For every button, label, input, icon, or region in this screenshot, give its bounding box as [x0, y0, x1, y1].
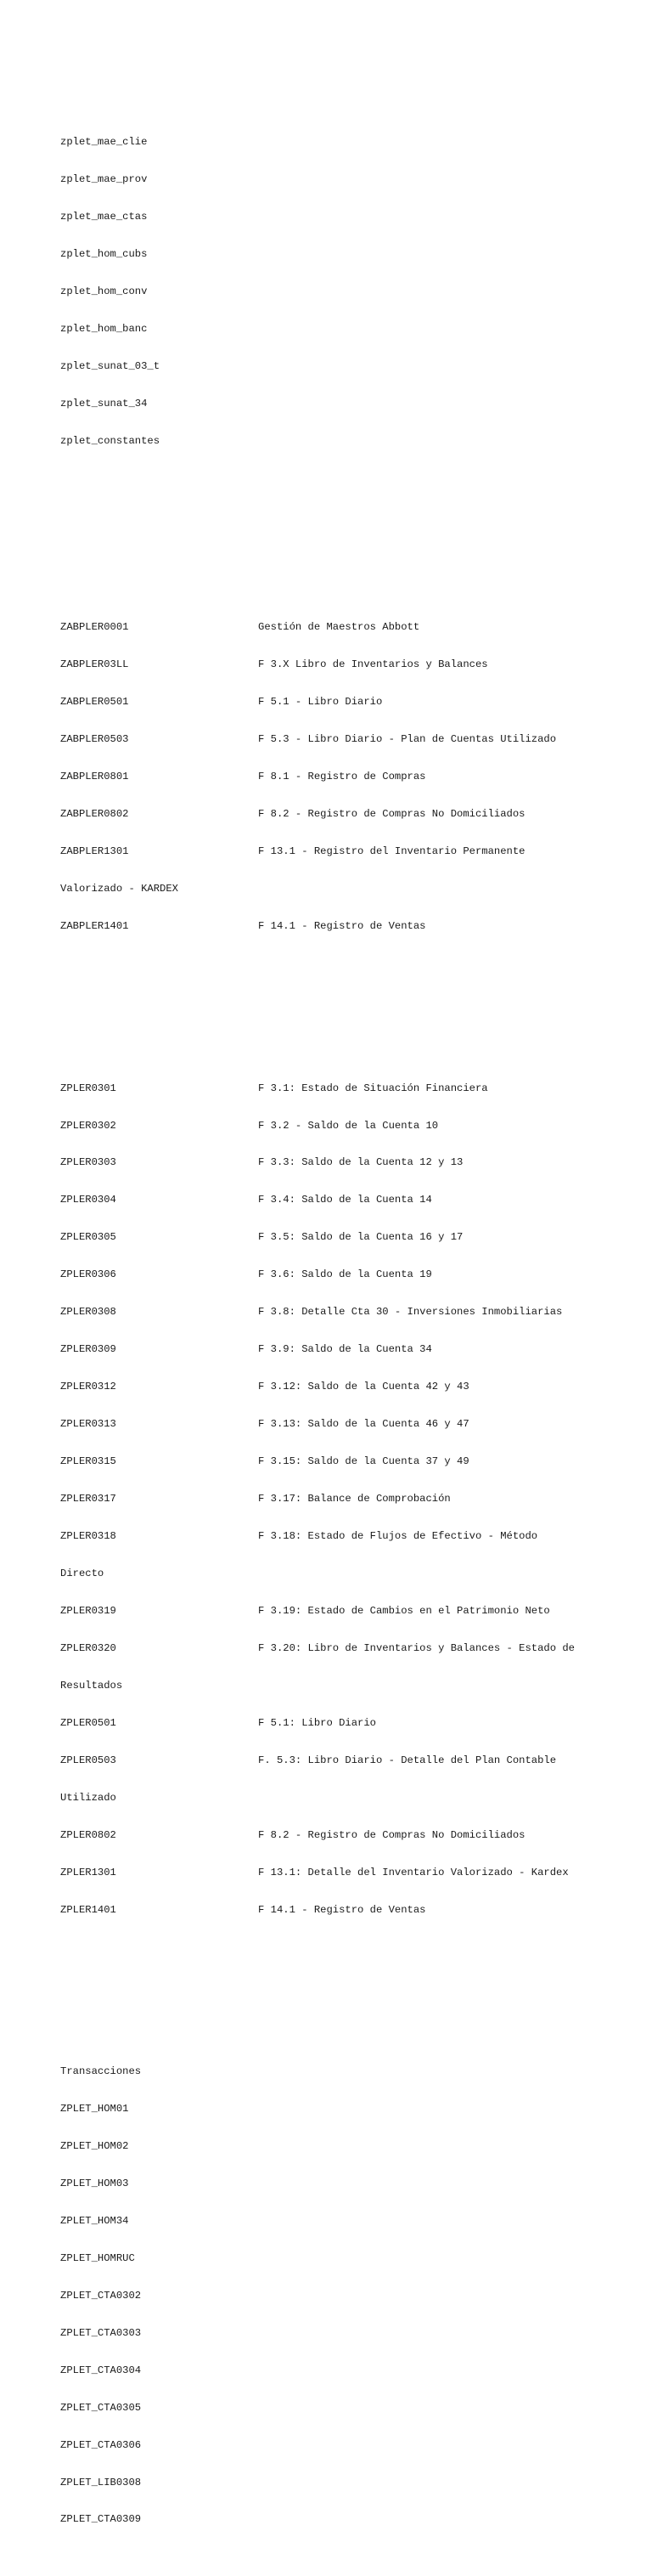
program-row: [60, 1156, 621, 1169]
program-row: [60, 1904, 621, 1917]
program-row: [60, 658, 621, 671]
transaction-item: ZPLET_CTA0302: [60, 2289, 142, 2302]
program-desc: Gestión de Maestros Abbott: [258, 621, 420, 634]
transaction-item: ZPLET_CTA0303: [60, 2326, 142, 2339]
program-desc: F. 5.3: Libro Diario - Detalle del Plan Contable: [258, 1754, 557, 1766]
table-name: zplet_mae_ctas: [60, 210, 148, 223]
zab-program-list: [60, 596, 621, 958]
program-code: ZPLER0313: [60, 1418, 116, 1431]
program-desc: F 3.3: Saldo de la Cuenta 12 y 13: [258, 1156, 464, 1169]
table-name: zplet_hom_banc: [60, 322, 148, 335]
transaction-item: ZPLET_HOM01: [60, 2102, 129, 2115]
program-row: [60, 1717, 621, 1730]
program-row: [60, 1642, 621, 1655]
program-desc: F 8.1 - Registro de Compras: [258, 771, 426, 783]
program-code: ZPLER0308: [60, 1306, 116, 1319]
program-row: [60, 621, 621, 634]
transaction-item: ZPLET_HOMRUC: [60, 2251, 135, 2264]
program-row: [60, 920, 621, 933]
program-desc: F 8.2 - Registro de Compras No Domiciliados: [258, 808, 526, 821]
program-desc: F 5.1: Libro Diario: [258, 1716, 376, 1729]
program-desc: F 3.8: Detalle Cta 30 - Inversiones Inmobiliarias: [258, 1306, 563, 1319]
program-code: ZPLER0317: [60, 1493, 116, 1505]
program-desc-wrap: Directo: [60, 1567, 104, 1579]
program-code: ZPLER1301: [60, 1866, 116, 1878]
program-desc: F 3.6: Saldo de la Cuenta 19: [258, 1268, 432, 1281]
program-code: ZABPLER0802: [60, 808, 129, 821]
program-desc: F 3.1: Estado de Situación Financiera: [258, 1082, 488, 1094]
program-desc-wrap: Utilizado: [60, 1791, 116, 1804]
program-row: [60, 1829, 621, 1842]
program-row: [60, 1493, 621, 1505]
program-desc: F 3.18: Estado de Flujos de Efectivo - Método: [258, 1529, 538, 1542]
table-name: zplet_mae_prov: [60, 172, 148, 185]
section-spacer: [60, 509, 621, 546]
transaction-item: ZPLET_HOM03: [60, 2177, 129, 2189]
program-code: ZPLER0501: [60, 1716, 116, 1729]
transaction-item: ZPLET_HOM02: [60, 2139, 129, 2152]
program-code: ZPLER0319: [60, 1604, 116, 1617]
table-name: zplet_sunat_34: [60, 397, 148, 410]
program-code: ZABPLER03LL: [60, 658, 129, 671]
table-name: zplet_constantes: [60, 434, 160, 447]
transaction-item: ZPLET_CTA0304: [60, 2364, 142, 2376]
program-desc: F 3.5: Saldo de la Cuenta 16 y 17: [258, 1231, 464, 1244]
program-row: [60, 771, 621, 783]
program-row: [60, 1343, 621, 1356]
program-desc: F 3.9: Saldo de la Cuenta 34: [258, 1343, 432, 1356]
program-desc-wrap: Resultados: [60, 1679, 123, 1692]
transaction-item: ZPLET_HOM34: [60, 2214, 129, 2227]
program-desc: F 3.19: Estado de Cambios en el Patrimonio Neto: [258, 1604, 550, 1617]
program-code: ZPLER0302: [60, 1119, 116, 1132]
program-code: ZPLER1401: [60, 1903, 116, 1916]
program-row: [60, 1418, 621, 1431]
program-row: [60, 733, 621, 746]
program-code: ZABPLER0801: [60, 771, 129, 783]
program-desc: F 13.1: Detalle del Inventario Valorizado - Kardex: [258, 1866, 569, 1878]
program-row: [60, 1867, 621, 1879]
program-code: ZPLER0305: [60, 1231, 116, 1244]
program-row: [60, 1231, 621, 1244]
program-code: ZPLER0312: [60, 1381, 116, 1393]
document-page: [60, 61, 621, 2576]
program-code: ZABPLER1401: [60, 920, 129, 933]
transaction-item: ZPLET_CTA0305: [60, 2401, 142, 2414]
program-code: ZABPLER0001: [60, 621, 129, 634]
table-name: zplet_hom_cubs: [60, 247, 148, 260]
program-code: ZPLER0306: [60, 1268, 116, 1281]
z-program-list: [60, 1057, 621, 1940]
program-desc: F 5.3 - Libro Diario - Plan de Cuentas Utilizado: [258, 733, 557, 746]
program-row: [60, 1605, 621, 1618]
table-name: zplet_mae_clie: [60, 135, 148, 148]
table-name: zplet_sunat_03_t: [60, 359, 160, 372]
program-code: ZPLER0303: [60, 1156, 116, 1169]
program-row: [60, 845, 621, 858]
program-row: [60, 1381, 621, 1393]
program-row: [60, 1306, 621, 1319]
table-name: zplet_hom_conv: [60, 285, 148, 297]
program-desc: F 3.15: Saldo de la Cuenta 37 y 49: [258, 1455, 469, 1468]
table-list: [60, 111, 621, 472]
program-desc: F 3.13: Saldo de la Cuenta 46 y 47: [258, 1418, 469, 1431]
program-row: [60, 1268, 621, 1281]
program-desc: F 5.1 - Libro Diario: [258, 696, 383, 709]
program-row: [60, 808, 621, 821]
program-desc: F 13.1 - Registro del Inventario Permanente: [258, 845, 526, 858]
program-desc-wrap: Valorizado - KARDEX: [60, 883, 178, 895]
program-row: [60, 1455, 621, 1468]
program-code: ZABPLER0503: [60, 733, 129, 746]
program-code: ZPLER0301: [60, 1082, 116, 1094]
program-code: ZPLER0318: [60, 1529, 116, 1542]
program-desc: F 3.17: Balance de Comprobación: [258, 1493, 451, 1505]
program-desc: F 3.4: Saldo de la Cuenta 14: [258, 1194, 432, 1206]
program-row: [60, 1530, 621, 1543]
program-code: ZPLER0315: [60, 1455, 116, 1468]
program-code: ZPLER0309: [60, 1343, 116, 1356]
section-spacer: [60, 1978, 621, 1991]
transactions-list: [60, 2041, 621, 2551]
program-desc: F 14.1 - Registro de Ventas: [258, 1903, 426, 1916]
program-code: ZPLER0304: [60, 1194, 116, 1206]
program-code: ZABPLER1301: [60, 845, 129, 858]
program-row: [60, 1194, 621, 1206]
program-desc: F 3.20: Libro de Inventarios y Balances - Estado de: [258, 1641, 575, 1654]
program-code: ZPLER0503: [60, 1754, 116, 1766]
program-desc: F 8.2 - Registro de Compras No Domiciliados: [258, 1828, 526, 1841]
program-desc: F 3.2 - Saldo de la Cuenta 10: [258, 1119, 439, 1132]
program-row: [60, 1082, 621, 1095]
section-spacer: [60, 995, 621, 1008]
transaction-item: ZPLET_CTA0309: [60, 2513, 142, 2526]
program-row: [60, 696, 621, 709]
program-code: ZABPLER0501: [60, 696, 129, 709]
transaction-item: ZPLET_CTA0306: [60, 2438, 142, 2451]
program-desc: F 3.12: Saldo de la Cuenta 42 y 43: [258, 1381, 469, 1393]
transactions-heading: Transacciones: [60, 2065, 142, 2078]
program-desc: F 14.1 - Registro de Ventas: [258, 920, 426, 933]
transaction-item: ZPLET_LIB0308: [60, 2476, 142, 2488]
program-code: ZPLER0802: [60, 1828, 116, 1841]
program-desc: F 3.X Libro de Inventarios y Balances: [258, 658, 488, 671]
program-code: ZPLER0320: [60, 1641, 116, 1654]
program-row: [60, 1754, 621, 1767]
program-row: [60, 1120, 621, 1133]
